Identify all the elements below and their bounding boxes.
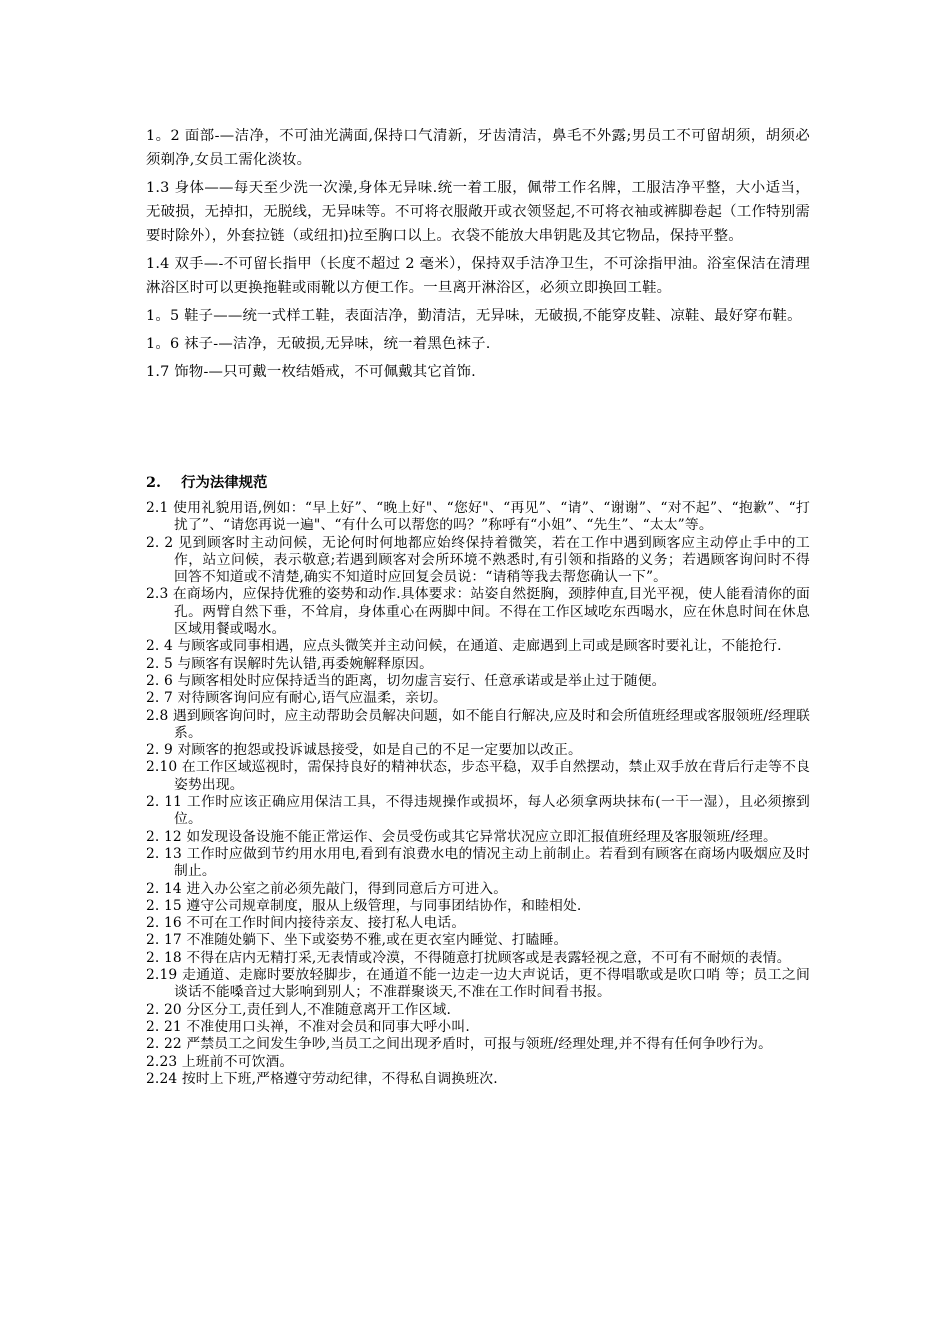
appearance-section (146, 124, 810, 388)
rule-item: 2. 5 与顾客有误解时先认错,再委婉解释原因。 (146, 655, 434, 672)
paragraph-body: 1.3 身体——每天至少洗一次澡,身体无异味.统一着工服，佩带工作名牌，工服洁净平整，大小适当，无破损，无掉扣，无脱线，无异味等。不可将衣服敞开或衣领竖起,不可将衣袖或裤脚卷起（工作特别需要时除外），外套拉链（或纽扣)拉至胸口以上。衣袋不能放大串钥匙及其它物品，保持平整。 (146, 180, 810, 244)
section-number: 2. (146, 474, 162, 491)
rule-item: 2. 9 对顾客的抱怨或投诉诚恳接受，如是自己的不足一定要加以改正。 (146, 742, 582, 759)
rule-item: 2.8 遇到顾客询问时，应主动帮助会员解决问题，如不能自行解决,应及时和会所值班经理或客服领班/经理联系。 (146, 707, 810, 741)
conduct-rules-list (146, 500, 810, 1088)
rule-item: 2. 12 如发现设备设施不能正常运作、会员受伤或其它异常状况应立即汇报值班经理及客服领班/经理。 (146, 828, 777, 845)
rule-item: 2. 17 不准随处躺下、坐下或姿势不雅,或在更衣室内睡觉、打瞌睡。 (146, 932, 568, 949)
rule-item: 2. 22 严禁员工之间发生争吵,当员工之间出现矛盾时，可报与领班/经理处理,并不得有任何争吵行为。 (146, 1036, 773, 1053)
section-title: 行为法律规范 (181, 475, 268, 491)
rule-item: 2. 20 分区分工,责任到人,不准随意离开工作区域. (146, 1001, 452, 1018)
rule-item: 2. 6 与顾客相处时应保持适当的距离，切勿虚言妄行、任意承诺或是举止过于随便。 (146, 672, 666, 689)
paragraph-accessories: 1.7 饰物-—只可戴一枚结婚戒，不可佩戴其它首饰. (146, 364, 476, 380)
rule-item: 2. 15 遵守公司规章制度，服从上级管理，与同事团结协作，和睦相处. (146, 897, 582, 914)
rule-item: 2. 16 不可在工作时间内接待亲友、接打私人电话。 (146, 915, 466, 932)
paragraph-socks: 1。6 袜子-—洁净，无破损,无异味，统一着黑色袜子. (146, 336, 491, 352)
rule-item: 2.19 走通道、走廊时要放轻脚步，在通道不能一边走一边大声说话，更不得唱歌或是吹口哨 等；员工之间谈话不能嗓音过大影响到别人；不准群聚谈天,不准在工作时间看书报。 (146, 967, 810, 1001)
paragraph-shoes: 1。5 鞋子——统一式样工鞋，表面洁净，勤清洁，无异味，无破损,不能穿皮鞋、凉鞋、最好穿布鞋。 (146, 308, 802, 324)
rule-item: 2.1 使用礼貌用语,例如：“早上好”、“晚上好"、“您好"、“再见”、“请”、“谢谢”、“对不起”、“抱歉”、“打扰了”、“请您再说一遍"、“有什么可以帮您的吗？”称呼有“小姐”、“先生”、“太太”等。 (146, 500, 810, 534)
rule-item: 2. 7 对待顾客询问应有耐心,语气应温柔，亲切。 (146, 690, 447, 707)
rule-item: 2. 11 工作时应该正确应用保洁工具，不得违规操作或损坏，每人必须拿两块抹布(一干一湿），且必须擦到位。 (146, 794, 810, 828)
rule-item: 2.23 上班前不可饮酒。 (146, 1053, 294, 1070)
rule-item: 2.24 按时上下班,严格遵守劳动纪律，不得私自调换班次. (146, 1070, 498, 1087)
rule-item: 2. 13 工作时应做到节约用水用电,看到有浪费水电的情况主动上前制止。若看到有顾客在商场内吸烟应及时制止。 (146, 845, 810, 880)
rule-item: 2. 14 进入办公室之前必须先敲门，得到同意后方可进入。 (146, 880, 508, 897)
rule-item: 2.10 在工作区域巡视时，需保持良好的精神状态，步态平稳，双手自然摆动，禁止双手放在背后行走等不良姿势出现。 (146, 759, 810, 793)
rule-item: 2. 21 不准使用口头禅，不准对会员和同事大呼小叫. (146, 1018, 470, 1035)
rule-item: 2. 4 与顾客或同事相遇，应点头微笑并主动问候，在通道、走廊遇到上司或是顾客时要礼让，不能抢行. (146, 638, 782, 655)
paragraph-hands: 1.4 双手—-不可留长指甲（长度不超过 2 毫米），保持双手洁净卫生，不可涂指甲油。浴室保洁在清理淋浴区时可以更换拖鞋或雨靴以方便工作。一旦离开淋浴区，必须立即换回工鞋。 (146, 256, 810, 296)
rule-item: 2.3 在商场内，应保持优雅的姿势和动作.具体要求：站姿自然挺胸，颈脖伸直,目光平视，使人能看清你的面孔。两臂自然下垂，不耸肩，身体重心在两脚中间。不得在工作区域吃东西喝水，应在休息时间在休息区域用餐或喝水。 (146, 586, 810, 638)
rule-item: 2. 2 见到顾客时主动问候，无论何时何地都应始终保持着微笑，若在工作中遇到顾客应主动停止手中的工作，站立问候，表示敬意;若遇到顾客对会所环境不熟悉时,有引领和指路的义务；若遇顾客询问时不得回答不知道或不清楚,确实不知道时应回复会员说：“请稍等我去帮您确认一下”。 (146, 534, 810, 586)
section-heading (146, 471, 267, 492)
rule-item: 2. 18 不得在店内无精打采,无表情或冷漠，不得随意打扰顾客或是表露轻视之意，不可有不耐烦的表情。 (146, 949, 791, 966)
paragraph-face: 1。2 面部-—洁净，不可油光满面,保持口气清新，牙齿清洁，鼻毛不外露;男员工不可留胡须，胡须必须剃净,女员工需化淡妆。 (146, 128, 810, 168)
